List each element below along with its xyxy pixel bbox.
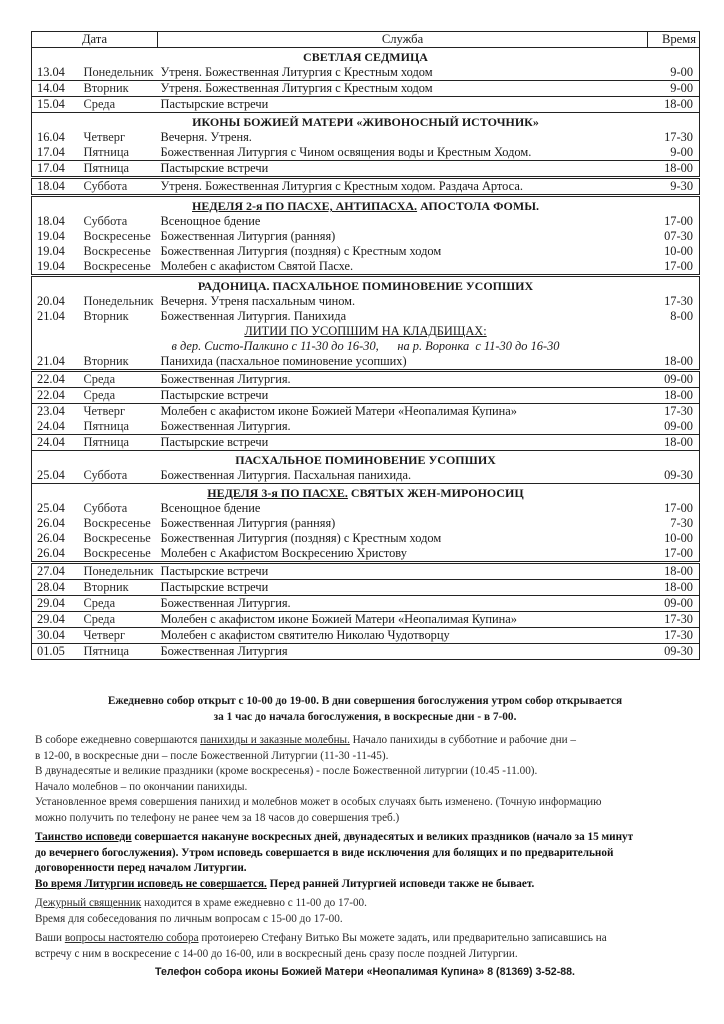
text: договоренности перед началом Литургии. bbox=[35, 862, 247, 874]
service-date: 25.04 bbox=[37, 501, 65, 515]
service-weekday: Суббота bbox=[83, 468, 128, 482]
section-title-rest: АПОСТОЛА ФОМЫ. bbox=[417, 199, 539, 213]
section-heading-row bbox=[32, 48, 700, 66]
rector-underlined: вопросы настоятелю собора bbox=[64, 932, 199, 944]
table-row bbox=[32, 309, 700, 324]
service-date: 18.04 bbox=[37, 214, 65, 228]
text: Ваши bbox=[35, 932, 65, 944]
service-date: 19.04 bbox=[37, 259, 65, 273]
text: Начало панихиды в субботние и рабочие дни – bbox=[349, 734, 577, 746]
schedule-page bbox=[31, 31, 699, 978]
service-weekday: Пятница bbox=[80, 435, 158, 451]
section-title: СВЕТЛАЯ СЕДМИЦА bbox=[303, 50, 428, 64]
service-time: 18-00 bbox=[648, 161, 700, 178]
service-date: 29.04 bbox=[32, 612, 80, 628]
service-name: Пастырские встречи bbox=[158, 161, 648, 178]
service-weekday: Пятница bbox=[80, 644, 158, 660]
duty-priest-underlined: Дежурный священник bbox=[35, 897, 142, 909]
table-row bbox=[32, 628, 700, 644]
service-weekday: Воскресенье bbox=[83, 244, 151, 258]
service-date: 23.04 bbox=[32, 404, 80, 420]
service-weekday: Вторник bbox=[80, 580, 158, 596]
service-name: Вечерня. Утреня пасхальным чином. bbox=[160, 294, 356, 308]
table-row bbox=[32, 354, 700, 371]
table-row bbox=[32, 546, 700, 563]
service-name: Утреня. Божественная Литургия с Крестным ходом. Раздача Артоса. bbox=[158, 178, 648, 196]
service-time: 18-00 bbox=[648, 563, 700, 580]
service-date: 26.04 bbox=[37, 531, 65, 545]
service-weekday: Пятница bbox=[80, 161, 158, 178]
service-name: Утреня. Божественная Литургия с Крестным ходом bbox=[160, 65, 433, 79]
service-date: 24.04 bbox=[32, 435, 80, 451]
service-name: Божественная Литургия (поздняя) с Крестным ходом bbox=[160, 244, 442, 258]
header-date: Дата bbox=[32, 32, 158, 48]
section-heading bbox=[32, 276, 700, 295]
service-time: 17-00 bbox=[664, 501, 694, 515]
table-row bbox=[32, 244, 700, 259]
memorial-services-underlined: панихиды и заказные молебны. bbox=[200, 734, 350, 746]
service-time: 09-00 bbox=[664, 419, 694, 433]
section-heading bbox=[32, 484, 700, 502]
table-row bbox=[32, 531, 700, 546]
service-weekday: Суббота bbox=[83, 214, 128, 228]
text: до вечернего богослужения). Утром исповедь совершается в виде исключения для болящих и по предварительной bbox=[35, 846, 614, 859]
service-name: Божественная Литургия. bbox=[158, 596, 648, 612]
service-weekday: Воскресенье bbox=[83, 516, 151, 530]
table-row bbox=[32, 388, 700, 404]
confession-info bbox=[31, 830, 699, 892]
table-row bbox=[32, 81, 700, 97]
notice-line-1: Ежедневно собор открыт с 10-00 до 19-00. В дни совершения богослужения утром собор открывается bbox=[107, 695, 623, 707]
service-time: 09-30 bbox=[664, 468, 694, 482]
service-time: 09-00 bbox=[648, 596, 700, 612]
section-title-underlined: НЕДЕЛЯ 2-я ПО ПАСХЕ, АНТИПАСХА. bbox=[192, 199, 418, 213]
table-row bbox=[32, 371, 700, 388]
service-name: Всенощное бдение bbox=[160, 214, 261, 228]
service-date: 18.04 bbox=[32, 178, 80, 196]
table-row bbox=[32, 435, 700, 451]
header-time: Время bbox=[648, 32, 700, 48]
text: Установленное время совершения панихид и молебнов может в особых случаях быть изменено. (Точную информацию bbox=[35, 796, 602, 808]
section-heading-row bbox=[32, 451, 700, 469]
table-row bbox=[32, 419, 700, 435]
section-heading-row bbox=[32, 196, 700, 215]
service-time: 9-00 bbox=[648, 81, 700, 97]
text: Перед ранней Литургией исповеди также не бывает. bbox=[266, 877, 535, 890]
text: совершается накануне воскресных дней, двунадесятых и великих праздников (начало за 15 минут bbox=[131, 831, 634, 843]
service-name: Пастырские встречи bbox=[158, 388, 648, 404]
schedule-body bbox=[32, 48, 700, 660]
service-name: Божественная Литургия bbox=[158, 644, 648, 660]
service-date: 29.04 bbox=[32, 596, 80, 612]
service-time: 17-30 bbox=[664, 294, 694, 308]
service-name: Вечерня. Утреня. bbox=[160, 130, 252, 144]
table-row bbox=[32, 161, 700, 178]
service-name: Панихида (пасхальное поминовение усопших) bbox=[160, 354, 407, 368]
service-name: Молебен с акафистом иконе Божией Матери «Неопалимая Купина» bbox=[158, 612, 648, 628]
text: встречу с ним в воскресение с 14-00 до 16-00, или в воскресный день сразу после поздней Литургии. bbox=[35, 947, 518, 960]
service-name: Божественная Литургия. Пасхальная панихида. bbox=[160, 468, 412, 482]
service-time: 17-30 bbox=[648, 628, 700, 644]
service-name: Молебен с акафистом Святой Пасхе. bbox=[160, 259, 354, 273]
service-time: 09-30 bbox=[648, 644, 700, 660]
rector-questions-info bbox=[31, 931, 699, 962]
feast-days-info: В двунадесятые и великие праздники (кроме воскресенья) - после Божественной литургии (10.45 -11.00). bbox=[35, 765, 538, 777]
service-time: 9-00 bbox=[670, 145, 694, 159]
service-date: 21.04 bbox=[37, 309, 65, 323]
section-title: РАДОНИЦА. ПАСХАЛЬНОЕ ПОМИНОВЕНИЕ УСОПШИХ bbox=[197, 279, 534, 293]
service-name: Молебен с акафистом святителю Николаю Чудотворцу bbox=[158, 628, 648, 644]
service-date: 19.04 bbox=[37, 244, 65, 258]
cemetery-litia-title-row bbox=[32, 324, 700, 339]
service-time: 17-00 bbox=[664, 546, 694, 560]
table-row bbox=[32, 516, 700, 531]
service-time: 18-00 bbox=[648, 388, 700, 404]
table-row bbox=[32, 259, 700, 276]
service-weekday: Четверг bbox=[80, 404, 158, 420]
service-date: 19.04 bbox=[37, 229, 65, 243]
service-schedule-table bbox=[31, 31, 700, 660]
text: протоиерею Стефану Витько Вы можете задать, или предварительно записавшись на bbox=[198, 932, 607, 944]
table-row bbox=[32, 612, 700, 628]
service-name: Божественная Литургия с Чином освящения воды и Крестным Ходом. bbox=[160, 145, 532, 159]
cemetery-litia-title-text: ЛИТИИ ПО УСОПШИМ НА КЛАДБИЩАХ: bbox=[244, 324, 487, 338]
service-time: 10-00 bbox=[664, 531, 694, 545]
service-name: Пастырские встречи bbox=[158, 435, 648, 451]
service-weekday: Среда bbox=[80, 371, 158, 388]
service-time: 10-00 bbox=[664, 244, 694, 258]
service-name: Молебен с акафистом иконе Божией Матери «Неопалимая Купина» bbox=[158, 404, 648, 420]
service-weekday: Среда bbox=[80, 612, 158, 628]
service-time: 07-30 bbox=[664, 229, 694, 243]
service-time: 18-00 bbox=[648, 580, 700, 596]
service-time: 17-30 bbox=[648, 404, 700, 420]
service-date: 17.04 bbox=[32, 161, 80, 178]
memorial-services-info bbox=[31, 733, 699, 764]
service-time: 18-00 bbox=[664, 354, 694, 368]
service-weekday: Вторник bbox=[83, 309, 129, 323]
table-row bbox=[32, 214, 700, 229]
text: Время для собеседования по личным вопросам с 15-00 до 17-00. bbox=[35, 912, 343, 925]
table-row bbox=[32, 65, 700, 81]
service-weekday: Суббота bbox=[80, 178, 158, 196]
cemetery-litia-details: в дер. Систо-Палкино с 11-30 до 16-30, на р. Воронка с 11-30 до 16-30 bbox=[171, 339, 560, 353]
notice-line-2: за 1 час до начала богослужения, в воскресные дни - в 7-00. bbox=[213, 711, 517, 723]
service-name: Пастырские встречи bbox=[158, 580, 648, 596]
service-time: 8-00 bbox=[670, 309, 694, 323]
text: В соборе ежедневно совершаются bbox=[35, 734, 201, 746]
service-weekday: Понедельник bbox=[83, 65, 154, 79]
section-title-underlined: НЕДЕЛЯ 3-я ПО ПАСХЕ. bbox=[207, 486, 348, 500]
service-weekday: Четверг bbox=[80, 628, 158, 644]
section-heading-row bbox=[32, 276, 700, 295]
service-time: 7-30 bbox=[670, 516, 694, 530]
service-time: 9-00 bbox=[670, 65, 694, 79]
service-name: Божественная Литургия (поздняя) с Крестным ходом bbox=[160, 531, 442, 545]
table-row bbox=[32, 501, 700, 516]
service-time: 17-30 bbox=[664, 130, 694, 144]
service-weekday: Воскресенье bbox=[83, 229, 151, 243]
service-date: 13.04 bbox=[37, 65, 65, 79]
service-weekday: Воскресенье bbox=[83, 546, 151, 560]
section-heading bbox=[32, 451, 700, 469]
service-date: 15.04 bbox=[32, 97, 80, 113]
service-weekday: Понедельник bbox=[83, 294, 154, 308]
section-heading-row bbox=[32, 484, 700, 502]
service-date: 14.04 bbox=[32, 81, 80, 97]
service-date: 17.04 bbox=[37, 145, 65, 159]
service-weekday: Понедельник bbox=[80, 563, 158, 580]
service-weekday: Среда bbox=[80, 97, 158, 113]
table-row bbox=[32, 130, 700, 145]
text: находится в храме ежедневно с 11-00 до 17-00. bbox=[141, 897, 367, 909]
service-name: Божественная Литургия (ранняя) bbox=[160, 516, 336, 530]
service-date: 30.04 bbox=[32, 628, 80, 644]
table-row bbox=[32, 644, 700, 660]
service-date: 27.04 bbox=[32, 563, 80, 580]
service-name: Всенощное бдение bbox=[160, 501, 261, 515]
duty-priest-info bbox=[31, 896, 699, 927]
service-weekday: Вторник bbox=[83, 354, 129, 368]
liturgy-confession-underlined: Во время Литургии исповедь не совершается. bbox=[35, 877, 267, 890]
table-row bbox=[32, 404, 700, 420]
service-name: Утреня. Божественная Литургия с Крестным ходом bbox=[158, 81, 648, 97]
service-date: 16.04 bbox=[37, 130, 65, 144]
service-date: 20.04 bbox=[37, 294, 65, 308]
service-date: 26.04 bbox=[37, 516, 65, 530]
service-name: Молебен с Акафистом Воскресению Христову bbox=[160, 546, 407, 560]
service-weekday: Воскресенье bbox=[83, 259, 151, 273]
service-name: Пастырские встречи bbox=[158, 97, 648, 113]
service-name: Божественная Литургия. bbox=[160, 419, 291, 433]
service-date: 22.04 bbox=[32, 371, 80, 388]
table-row bbox=[32, 229, 700, 244]
header-service: Служба bbox=[158, 32, 648, 48]
service-name: Пастырские встречи bbox=[158, 563, 648, 580]
section-heading bbox=[32, 48, 700, 66]
opening-hours-notice bbox=[31, 693, 699, 725]
service-time: 17-30 bbox=[648, 612, 700, 628]
cemetery-litia-details-row bbox=[32, 339, 700, 354]
service-time: 18-00 bbox=[648, 97, 700, 113]
service-name: Божественная Литургия. Панихида bbox=[160, 309, 347, 323]
service-date: 28.04 bbox=[32, 580, 80, 596]
service-weekday: Воскресенье bbox=[83, 531, 151, 545]
service-date: 25.04 bbox=[37, 468, 65, 482]
service-time: 17-00 bbox=[664, 259, 694, 273]
service-name: Божественная Литургия. bbox=[158, 371, 648, 388]
cathedral-phone: Телефон собора иконы Божией Матери «Неопалимая Купина» 8 (81369) 3-52-88. bbox=[155, 966, 575, 978]
table-row bbox=[32, 580, 700, 596]
section-heading-row bbox=[32, 113, 700, 131]
table-row bbox=[32, 145, 700, 161]
table-row bbox=[32, 294, 700, 309]
service-weekday: Пятница bbox=[83, 419, 129, 433]
service-weekday: Четверг bbox=[83, 130, 126, 144]
text: можно получить по телефону не ранее чем за 18 часов до совершения треб.) bbox=[35, 811, 400, 824]
section-title: ПАСХАЛЬНОЕ ПОМИНОВЕНИЕ УСОПШИХ bbox=[235, 453, 496, 467]
service-time: 18-00 bbox=[648, 435, 700, 451]
service-weekday: Среда bbox=[80, 596, 158, 612]
table-row bbox=[32, 178, 700, 196]
section-heading bbox=[32, 196, 700, 215]
service-date: 01.05 bbox=[32, 644, 80, 660]
service-date: 24.04 bbox=[37, 419, 65, 433]
service-date: 26.04 bbox=[37, 546, 65, 560]
moleben-start-info: Начало молебнов – по окончании панихиды. bbox=[35, 780, 248, 793]
table-row bbox=[32, 468, 700, 484]
service-weekday: Суббота bbox=[83, 501, 128, 515]
table-row bbox=[32, 97, 700, 113]
table-row bbox=[32, 563, 700, 580]
service-name: Божественная Литургия (ранняя) bbox=[160, 229, 336, 243]
service-time: 9-30 bbox=[648, 178, 700, 196]
text: в 12-00, в воскресные дни – после Божественной Литургии (11-30 -11-45). bbox=[35, 749, 389, 762]
service-weekday: Пятница bbox=[83, 145, 129, 159]
table-row bbox=[32, 596, 700, 612]
section-title-rest: СВЯТЫХ ЖЕН-МИРОНОСИЦ bbox=[347, 486, 524, 500]
service-weekday: Среда bbox=[80, 388, 158, 404]
service-date: 21.04 bbox=[37, 354, 65, 368]
table-header-row bbox=[32, 32, 700, 48]
service-date: 22.04 bbox=[32, 388, 80, 404]
service-time: 17-00 bbox=[664, 214, 694, 228]
section-title: ИКОНЫ БОЖИЕЙ МАТЕРИ «ЖИВОНОСНЫЙ ИСТОЧНИК» bbox=[192, 115, 539, 129]
confession-underlined: Таинство исповеди bbox=[35, 831, 132, 843]
service-time: 09-00 bbox=[648, 371, 700, 388]
service-weekday: Вторник bbox=[80, 81, 158, 97]
schedule-change-info bbox=[31, 795, 699, 826]
section-heading bbox=[32, 113, 700, 131]
cemetery-litia-title bbox=[32, 324, 700, 339]
